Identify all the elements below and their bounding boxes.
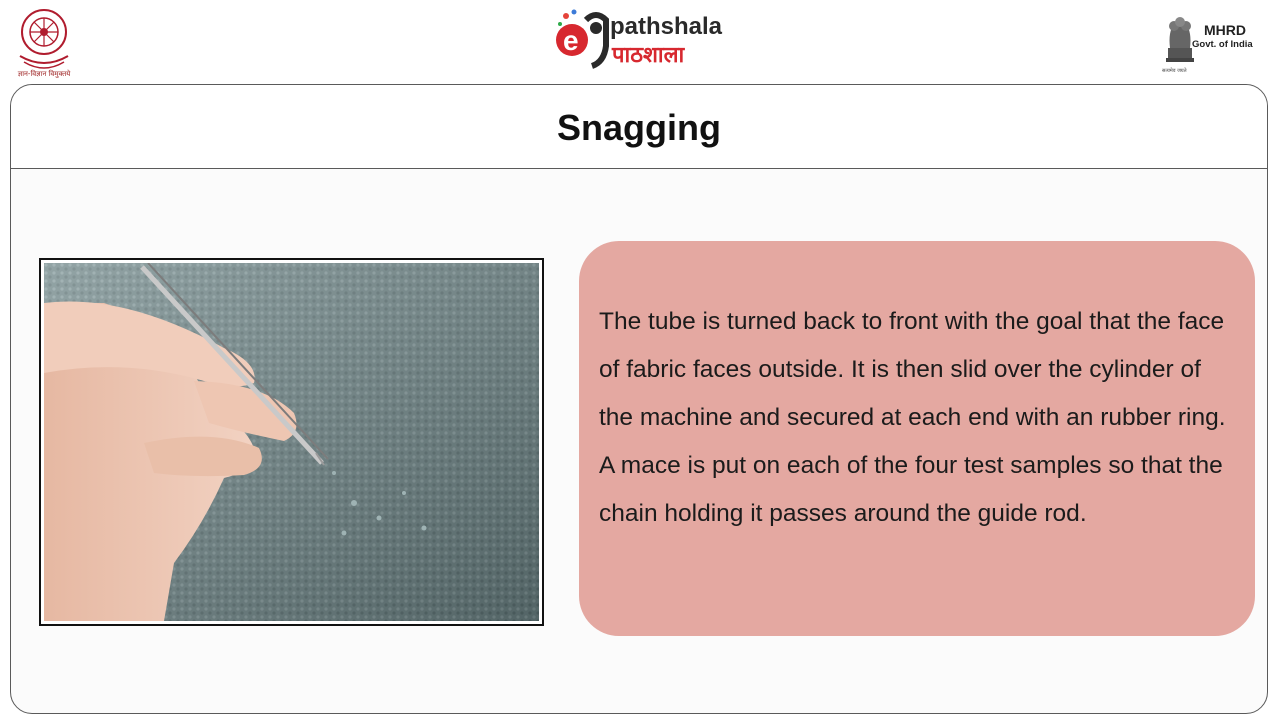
ugc-motto: ज्ञान-विज्ञान विमुक्तये xyxy=(17,70,71,78)
header-bar xyxy=(0,0,1280,84)
fabric-snag-photo xyxy=(44,263,539,621)
epathshala-logo xyxy=(552,6,752,72)
mhrd-logo xyxy=(1160,8,1276,80)
slide-title: Snagging xyxy=(557,107,721,148)
description-card xyxy=(579,241,1255,636)
description-text: The tube is turned back to front with the goal that the face of fabric faces outside. It is then slid over the cylinder of the machine and secured at each end with an rubber ring. A mace is put on each of the four test samples so that the chain holding it passes around the guide rod. xyxy=(599,308,1226,527)
title-bar xyxy=(11,85,1267,169)
logo-pathshala-text: pathshala xyxy=(610,13,723,40)
logo-e-letter: e xyxy=(563,25,579,56)
mhrd-title: MHRD xyxy=(1204,22,1246,38)
fabric-image-frame xyxy=(39,258,544,626)
emblem-motto: सत्यमेव जयते xyxy=(1162,68,1187,74)
mhrd-subtitle: Govt. of India xyxy=(1192,39,1253,50)
logo-devanagari-text: पाठशाला xyxy=(612,43,685,68)
